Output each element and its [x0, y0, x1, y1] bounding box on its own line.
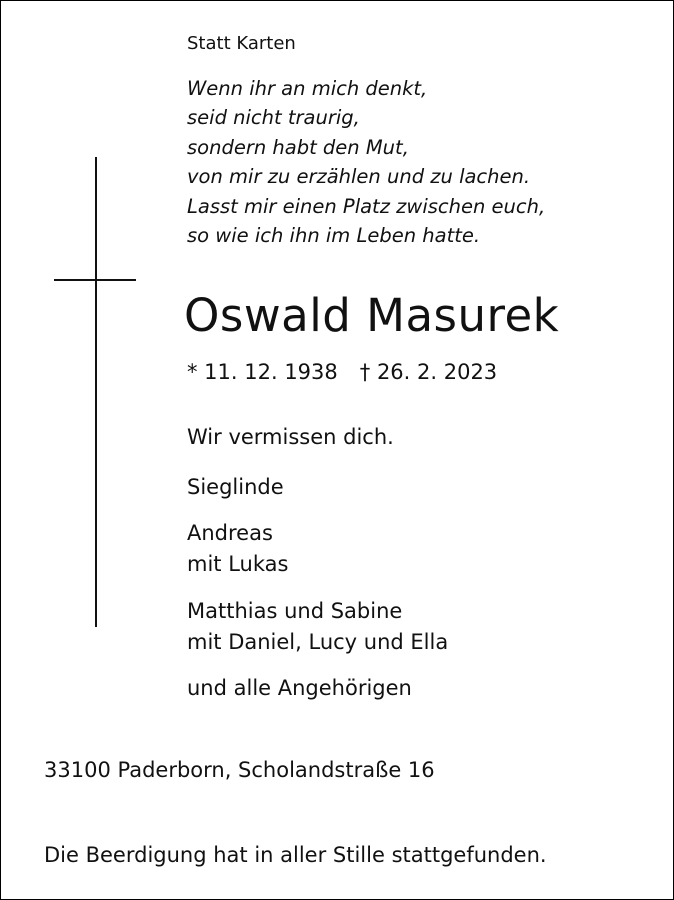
statt-karten-label: Statt Karten: [187, 33, 296, 54]
cross-horizontal-bar: [54, 279, 136, 281]
poem-line: Lasst mir einen Platz zwischen euch,: [187, 194, 546, 218]
mourner-name: mit Lukas: [187, 552, 289, 576]
family-address: 33100 Paderborn, Scholandstraße 16: [44, 758, 435, 782]
life-dates: [187, 356, 497, 388]
poem-line: so wie ich ihn im Leben hatte.: [187, 224, 481, 248]
mourner-group: [187, 518, 288, 580]
memorial-poem: [187, 74, 545, 250]
mourners-closing: und alle Angehörigen: [187, 676, 412, 700]
poem-line: seid nicht traurig,: [187, 106, 360, 130]
mourner-group: [187, 596, 448, 658]
poem-line: Wenn ihr an mich denkt,: [187, 77, 428, 100]
mourner-group: [187, 472, 284, 503]
mourning-intro: Wir vermissen dich.: [187, 425, 394, 449]
mourner-name: mit Daniel, Lucy und Ella: [187, 630, 449, 654]
poem-line: sondern habt den Mut,: [187, 135, 409, 159]
deceased-name: Oswald Masurek: [184, 289, 560, 342]
mourner-name: Andreas: [187, 521, 273, 545]
birth-date: * 11. 12. 1938: [187, 360, 338, 384]
cross-vertical-bar: [95, 157, 97, 627]
funeral-note: Die Beerdigung hat in aller Stille stattgefunden.: [44, 843, 547, 867]
poem-line: von mir zu erzählen und zu lachen.: [187, 165, 531, 189]
mourner-name: Matthias und Sabine: [187, 599, 403, 623]
death-date: † 26. 2. 2023: [359, 360, 498, 384]
mourner-name: Sieglinde: [187, 475, 284, 499]
